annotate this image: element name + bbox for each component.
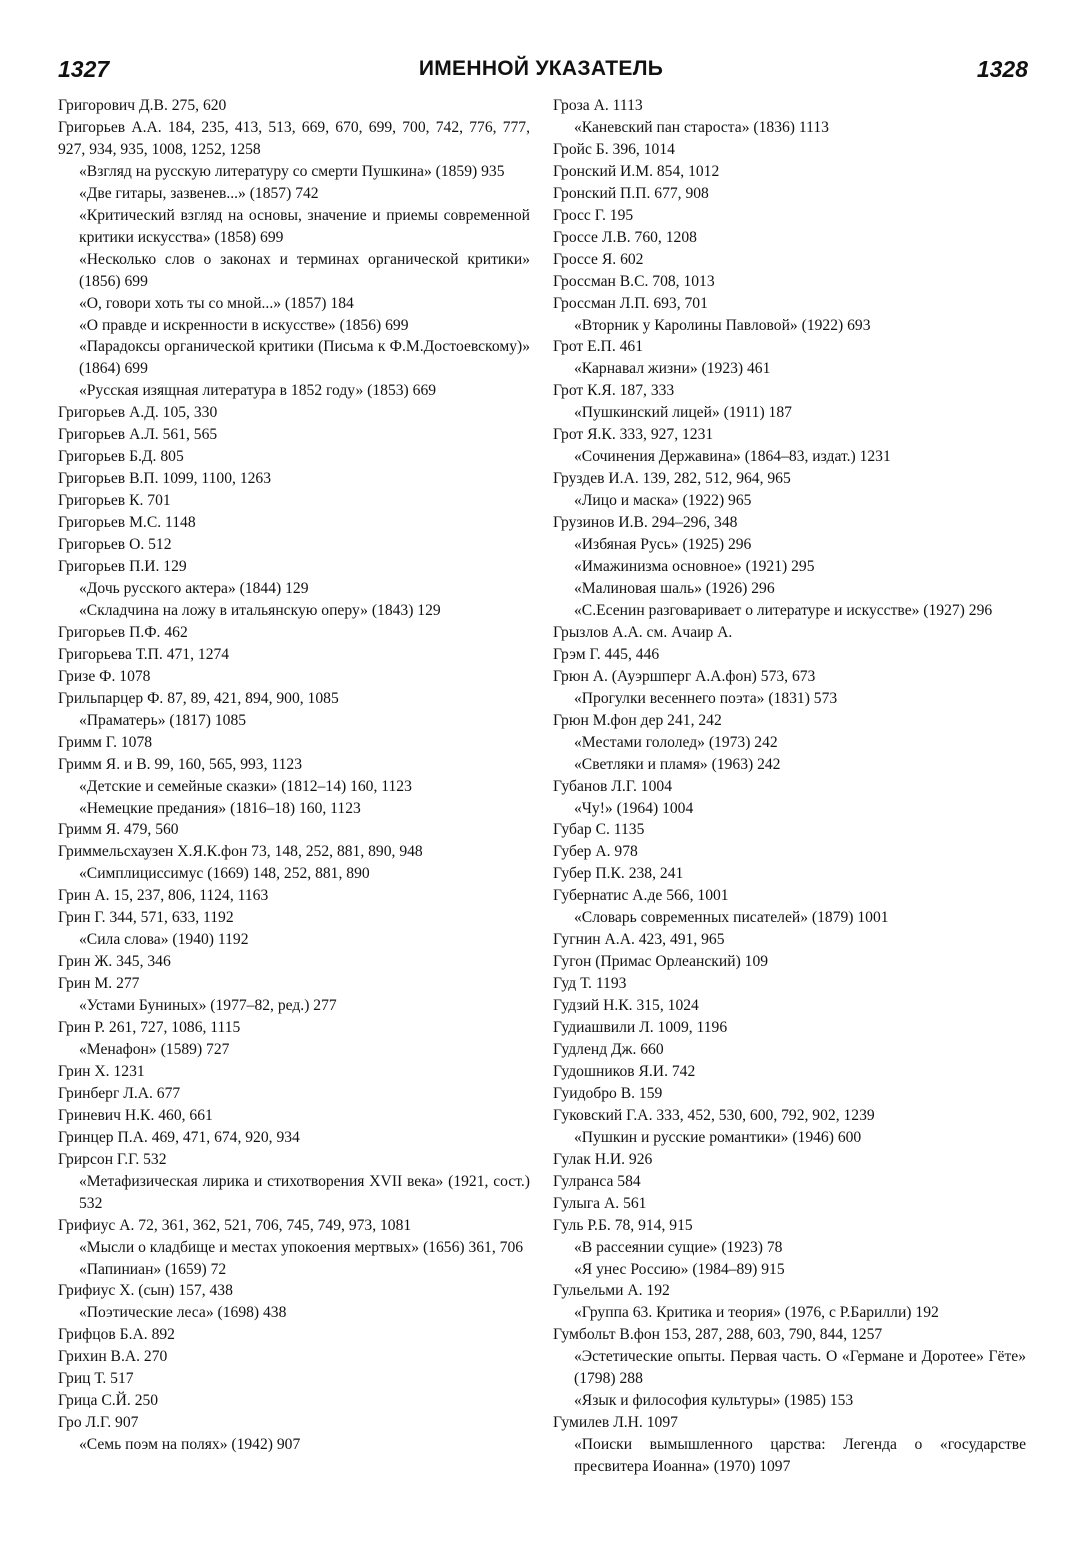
index-author-entry: Григорьев А.Л. 561, 565 [58,426,218,444]
index-work-title: «Взгляд на русскую литературу со смерти Пушкина» (1859) 935 [79,162,505,180]
page-number-right: 1328 [976,56,1028,82]
index-author-entry: Грызлов А.А. см. Ачаир А. [553,623,733,641]
index-work-title: «О, говори хоть ты со мной...» (1857) 184 [79,294,354,312]
index-author-entry: Грихин В.А. 270 [58,1348,168,1366]
index-author-entry: Григорьев П.Ф. 462 [58,623,188,641]
index-author-entry: Гульельми А. 192 [553,1282,670,1300]
index-author-entry: Грот Е.П. 461 [553,338,644,356]
index-work-title: «Дочь русского актера» (1844) 129 [79,579,309,597]
index-author-entry: Грин Р. 261, 727, 1086, 1115 [58,1019,241,1037]
page-number-left: 1327 [58,56,110,82]
index-work-title: «В рассеянии сущие» (1923) 78 [574,1238,783,1256]
index-column-left [58,95,530,1456]
page-header [52,52,1030,88]
index-author-entry: Гудленд Дж. 660 [553,1040,664,1058]
index-author-entry: Григорьев О. 512 [58,536,172,554]
index-work-title: «Мысли о кладбище и местах упокоения мертвых» (1656) 361, 706 [79,1238,524,1256]
index-author-entry: Григорович Д.В. 275, 620 [58,97,227,114]
index-work-title: «Карнавал жизни» (1923) 461 [574,360,771,378]
index-author-entry: Губернатис А.де 566, 1001 [553,887,729,905]
index-work-title: «Менафон» (1589) 727 [79,1040,230,1058]
index-author-entry: Грэм Г. 445, 446 [553,645,660,663]
index-author-entry: Гримм Я. и В. 99, 160, 565, 993, 1123 [58,755,303,773]
index-work-title: «Сочинения Державина» (1864–83, издат.) 1231 [574,448,891,466]
index-author-entry: Грица С.Й. 250 [58,1392,159,1410]
index-work-title: «Каневский пан староста» (1836) 1113 [574,118,829,136]
index-author-entry: Гумилев Л.Н. 1097 [553,1414,678,1432]
index-work-title: «О правде и искренности в искусстве» (1856) 699 [79,316,409,334]
index-author-entry: Гуль Р.Б. 78, 914, 915 [553,1216,693,1234]
index-author-entry: Гудошников Я.И. 742 [553,1062,696,1080]
index-author-entry: Гроссман Л.П. 693, 701 [553,294,708,312]
index-author-entry: Григорьев П.И. 129 [58,558,187,576]
index-work-title: «Язык и философия культуры» (1985) 153 [574,1392,854,1410]
index-author-entry: Грин Ж. 345, 346 [58,953,171,971]
index-work-title: «Устами Буниных» (1977–82, ред.) 277 [79,997,337,1015]
index-author-entry: Григорьев А.Д. 105, 330 [58,404,218,422]
index-author-entry: Грильпарцер Ф. 87, 89, 421, 894, 900, 1085 [58,689,339,707]
index-work-title: «Поэтические леса» (1698) 438 [79,1304,287,1322]
index-author-entry: Грот К.Я. 187, 333 [553,382,675,400]
index-work-title: «Детские и семейные сказки» (1812–14) 160, 1123 [79,777,412,795]
index-work-title: «Лицо и маска» (1922) 965 [574,492,752,510]
index-author-entry: Гриммельсхаузен Х.Я.К.фон 73, 148, 252, 881, 890, 948 [58,843,423,861]
index-author-entry: Гугон (Примас Орлеанский) 109 [553,953,769,971]
index-author-entry: Грузинов И.В. 294–296, 348 [553,514,738,532]
index-work-title: «Словарь современных писателей» (1879) 1001 [574,909,889,927]
index-author-entry: Гримм Г. 1078 [58,733,153,751]
index-work-title: «Прогулки весеннего поэта» (1831) 573 [574,689,838,707]
index-work-title: «Симплициссимус (1669) 148, 252, 881, 890 [79,865,370,883]
index-work-title: «Группа 63. Критика и теория» (1976, с Р.Барилли) 192 [574,1304,939,1322]
index-author-entry: Гриц Т. 517 [58,1370,134,1388]
index-author-entry: Губер А. 978 [553,843,638,861]
index-author-entry: Григорьев А.А. 184, 235, 413, 513, 669, 670, 699, 700, 742, 776, 777, 927, 934, 935, 1008, 1252, 1258 [58,118,530,158]
index-work-title: «Сила слова» (1940) 1192 [79,931,249,949]
index-author-entry: Грюн А. (Ауэршперг А.А.фон) 573, 673 [553,667,816,685]
index-column-right [553,95,1026,1478]
index-author-entry: Грин Х. 1231 [58,1062,145,1080]
index-author-entry: Гриневич Н.К. 460, 661 [58,1106,213,1124]
index-work-title: «С.Есенин разговаривает о литературе и искусстве» (1927) 296 [574,601,993,619]
index-work-title: «Эстетические опыты. Первая часть. О «Германе и Доротее» Гёте» (1798) 288 [574,1348,1026,1388]
index-author-entry: Грифиус А. 72, 361, 362, 521, 706, 745, 749, 973, 1081 [58,1216,412,1234]
index-author-entry: Гринберг Л.А. 677 [58,1084,181,1102]
index-author-entry: Гуковский Г.А. 333, 452, 530, 600, 792, 902, 1239 [553,1106,875,1124]
index-author-entry: Гроза А. 1113 [553,97,643,114]
index-author-entry: Грин Г. 344, 571, 633, 1192 [58,909,234,927]
index-work-title: «Имажинизма основное» (1921) 295 [574,558,815,576]
index-author-entry: Григорьев М.С. 1148 [58,514,196,532]
index-work-title: «Папиниан» (1659) 72 [79,1260,227,1278]
index-author-entry: Грирсон Г.Г. 532 [58,1150,167,1168]
index-author-entry: Гронский П.П. 677, 908 [553,184,709,202]
index-author-entry: Губар С. 1135 [553,821,645,839]
index-work-title: «Складчина на ложу в итальянскую оперу» (1843) 129 [79,601,441,619]
index-author-entry: Губер П.К. 238, 241 [553,865,684,883]
index-work-title: «Вторник у Каролины Павловой» (1922) 693 [574,316,871,334]
index-work-title: «Пушкин и русские романтики» (1946) 600 [574,1128,862,1146]
index-work-title: «Семь поэм на полях» (1942) 907 [79,1436,301,1454]
index-author-entry: Григорьев Б.Д. 805 [58,448,184,466]
index-author-entry: Гросс Г. 195 [553,206,634,224]
index-author-entry: Гронский И.М. 854, 1012 [553,162,720,180]
index-author-entry: Гуд Т. 1193 [553,975,627,993]
index-author-entry: Губанов Л.Г. 1004 [553,777,672,795]
index-author-entry: Гуидобро В. 159 [553,1084,663,1102]
index-work-title: «Местами гололед» (1973) 242 [574,733,778,751]
index-author-entry: Гроссе Я. 602 [553,250,644,268]
index-work-title: «Я унес Россию» (1984–89) 915 [574,1260,785,1278]
index-author-entry: Григорьев К. 701 [58,492,171,510]
index-author-entry: Гроссман В.С. 708, 1013 [553,272,715,290]
index-author-entry: Гудзий Н.К. 315, 1024 [553,997,699,1015]
index-author-entry: Гудиашвили Л. 1009, 1196 [553,1019,728,1037]
index-work-title: «Малиновая шаль» (1926) 296 [574,579,775,597]
index-author-entry: Григорьев В.П. 1099, 1100, 1263 [58,470,272,488]
index-work-title: «Праматерь» (1817) 1085 [79,711,247,729]
index-work-title: «Избяная Русь» (1925) 296 [574,536,752,554]
index-author-entry: Григорьева Т.П. 471, 1274 [58,645,230,663]
index-author-entry: Грюн М.фон дер 241, 242 [553,711,722,729]
index-work-title: «Пушкинский лицей» (1911) 187 [574,404,792,422]
index-work-title: «Светляки и пламя» (1963) 242 [574,755,781,773]
index-author-entry: Грифцов Б.А. 892 [58,1326,175,1344]
index-author-entry: Гройс Б. 396, 1014 [553,140,675,158]
index-work-title: «Поиски вымышленного царства: Легенда о «государстве пресвитера Иоанна» (1970) 1097 [574,1436,1026,1476]
index-work-title: «Чу!» (1964) 1004 [574,799,694,817]
index-author-entry: Грин А. 15, 237, 806, 1124, 1163 [58,887,269,905]
index-work-title: «Две гитары, зазвенев...» (1857) 742 [79,184,319,202]
index-author-entry: Гулак Н.И. 926 [553,1150,653,1168]
index-author-entry: Гроссе Л.В. 760, 1208 [553,228,697,246]
index-author-entry: Грин М. 277 [58,975,140,993]
index-author-entry: Гумбольт В.фон 153, 287, 288, 603, 790, 844, 1257 [553,1326,883,1344]
index-author-entry: Гулыга А. 561 [553,1194,647,1212]
index-work-title: «Критический взгляд на основы, значение и приемы современной критики искусства» (1858) 699 [79,206,530,246]
index-author-entry: Гринцер П.А. 469, 471, 674, 920, 934 [58,1128,300,1146]
index-author-entry: Гримм Я. 479, 560 [58,821,179,839]
index-work-title: «Несколько слов о законах и терминах органической критики» (1856) 699 [79,250,530,290]
index-author-entry: Гризе Ф. 1078 [58,667,151,685]
index-author-entry: Гулранса 584 [553,1172,641,1190]
index-work-title: «Метафизическая лирика и стихотворения XVII века» (1921, сост.) 532 [79,1172,530,1212]
index-work-title: «Русская изящная литература в 1852 году» (1853) 669 [79,382,437,400]
index-work-title: «Немецкие предания» (1816–18) 160, 1123 [79,799,361,817]
index-author-entry: Грифиус Х. (сын) 157, 438 [58,1282,233,1300]
index-work-title: «Парадоксы органической критики (Письма к Ф.М.Достоевскому)» (1864) 699 [79,338,530,378]
index-author-entry: Гро Л.Г. 907 [58,1414,139,1432]
index-author-entry: Грот Я.К. 333, 927, 1231 [553,426,714,444]
page-title: ИМЕННОЙ УКАЗАТЕЛЬ [418,57,664,80]
index-author-entry: Груздев И.А. 139, 282, 512, 964, 965 [553,470,791,488]
index-author-entry: Гугнин А.А. 423, 491, 965 [553,931,725,949]
